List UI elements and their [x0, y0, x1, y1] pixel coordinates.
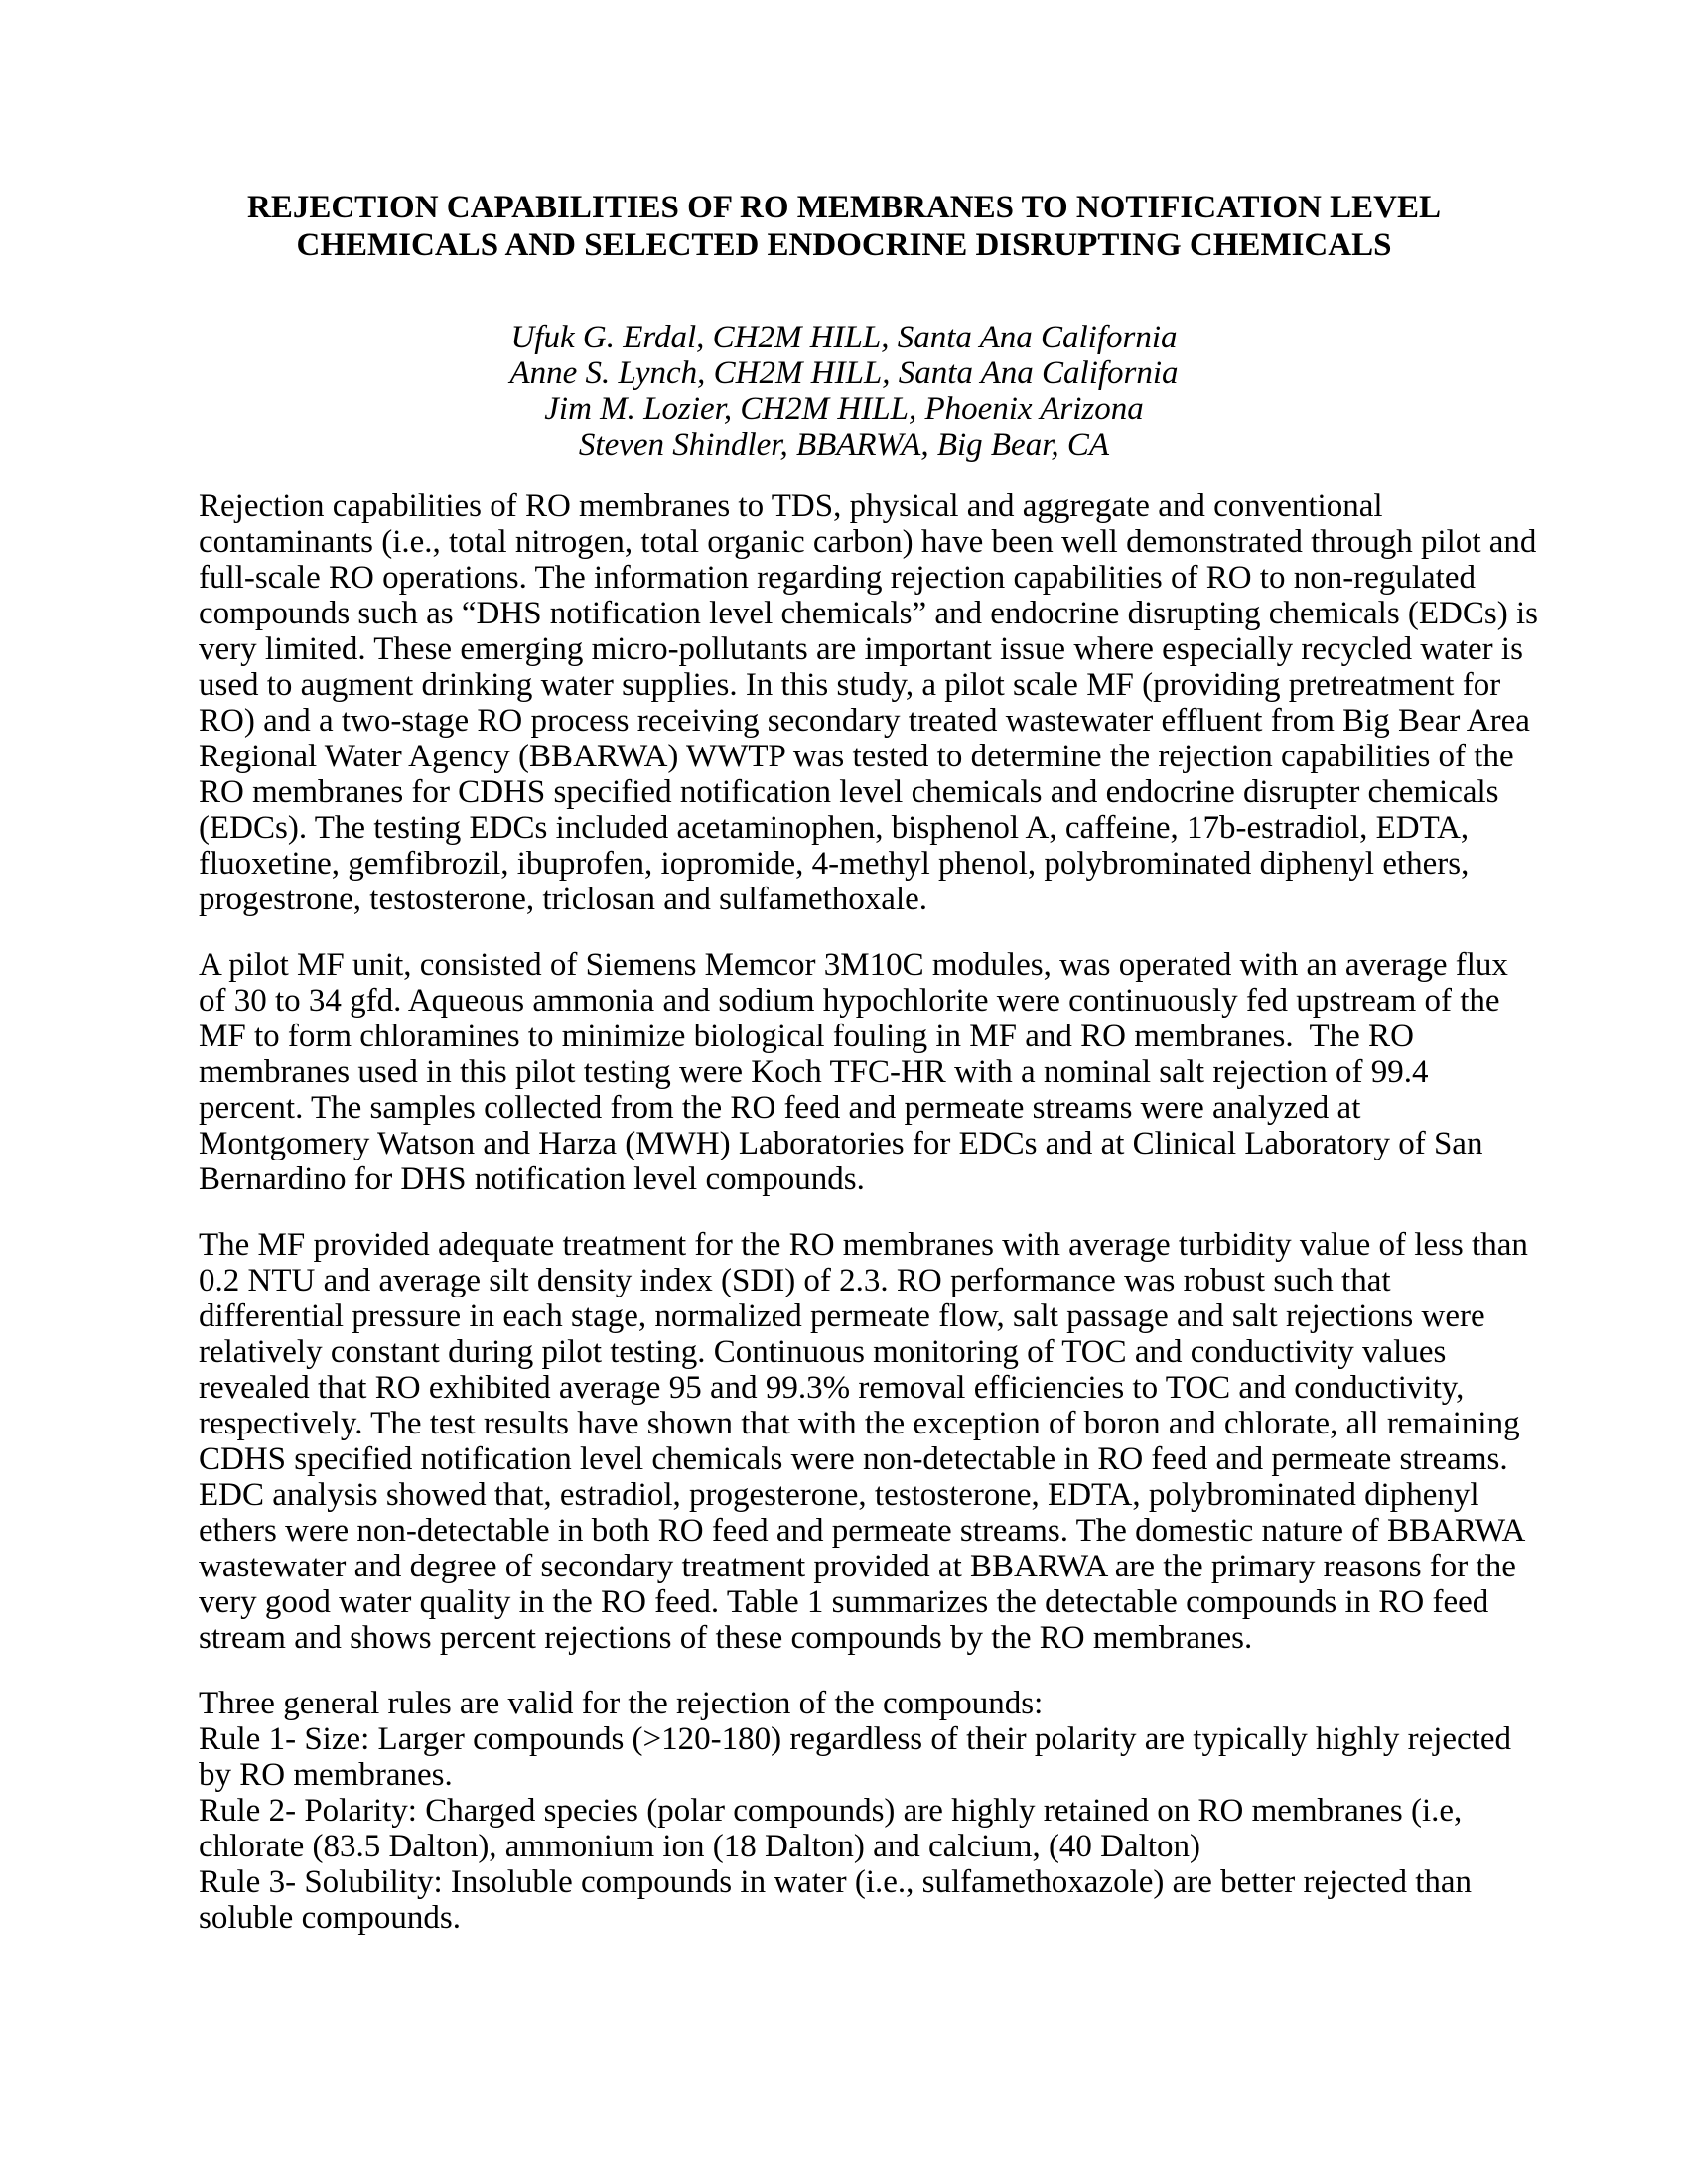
author-list: Ufuk G. Erdal, CH2M HILL, Santa Ana California Anne S. Lynch, CH2M HILL, Santa Ana California Jim M. Lozier, CH2M HILL, Phoenix Arizona Steven Shindler, BBARWA, Big Bear, CA	[509, 320, 1179, 463]
abstract-paragraph-1: Rejection capabilities of RO membranes to TDS, physical and aggregate and conventional contaminants (i.e., total nitrogen, total organic carbon) have been well demonstrated through pilot and full-scale RO operations. The information regarding rejection capabilities of RO to non-regulated compounds such as “DHS notification level chemicals” and endocrine disrupting chemicals (EDCs) is very limited. These emerging micro-pollutants are important issue where especially recycled water is used to augment drinking water supplies. In this study, a pilot scale MF (providing pretreatment for RO) and a two-stage RO process receiving secondary treated wastewater effluent from Big Bear Area Regional Water Agency (BBARWA) WWTP was tested to determine the rejection capabilities of the RO membranes for CDHS specified notification level chemicals and endocrine disrupter chemicals (EDCs). The testing EDCs included acetaminophen, bisphenol A, caffeine, 17b-estradiol, EDTA, fluoxetine, gemfibrozil, ibuprofen, iopromide, 4-methyl phenol, polybrominated diphenyl ethers, progestrone, testosterone, triclosan and sulfamethoxale.	[199, 488, 1538, 917]
paper-title: REJECTION CAPABILITIES OF RO MEMBRANES TO NOTIFICATION LEVEL CHEMICALS AND SELECTED ENDOCRINE DISRUPTING CHEMICALS	[247, 190, 1441, 263]
results-paragraph: The MF provided adequate treatment for the RO membranes with average turbidity value of less than 0.2 NTU and average silt density index (SDI) of 2.3. RO performance was robust such that differential pressure in each stage, normalized permeate flow, salt passage and salt rejections were relatively constant during pilot testing. Continuous monitoring of TOC and conductivity values revealed that RO exhibited average 95 and 99.3% removal efficiencies to TOC and conductivity, respectively. The test results have shown that with the exception of boron and chlorate, all remaining CDHS specified notification level chemicals were non-detectable in RO feed and permeate streams. EDC analysis showed that, estradiol, progesterone, testosterone, EDTA, polybrominated diphenyl ethers were non-detectable in both RO feed and permeate streams. The domestic nature of BBARWA wastewater and degree of secondary treatment provided at BBARWA are the primary reasons for the very good water quality in the RO feed. Table 1 summarizes the detectable compounds in RO feed stream and shows percent rejections of these compounds by the RO membranes.	[199, 1227, 1528, 1656]
methods-paragraph: A pilot MF unit, consisted of Siemens Memcor 3M10C modules, was operated with an average flux of 30 to 34 gfd. Aqueous ammonia and sodium hypochlorite were continuously fed upstream of the MF to form chloramines to minimize biological fouling in MF and RO membranes. The RO membranes used in this pilot testing were Koch TFC-HR with a nominal salt rejection of 99.4 percent. The samples collected from the RO feed and permeate streams were analyzed at Montgomery Watson and Harza (MWH) Laboratories for EDCs and at Clinical Laboratory of San Bernardino for DHS notification level compounds.	[199, 947, 1508, 1197]
rules-paragraph: Three general rules are valid for the rejection of the compounds: Rule 1- Size: Larger compounds (>120-180) regardless of their polarity are typically highly rejected by RO membranes. Rule 2- Polarity: Charged species (polar compounds) are highly retained on RO membranes (i.e, chlorate (83.5 Dalton), ammonium ion (18 Dalton) and calcium, (40 Dalton) Rule 3- Solubility: Insoluble compounds in water (i.e., sulfamethoxazole) are better rejected than soluble compounds.	[199, 1686, 1511, 1936]
